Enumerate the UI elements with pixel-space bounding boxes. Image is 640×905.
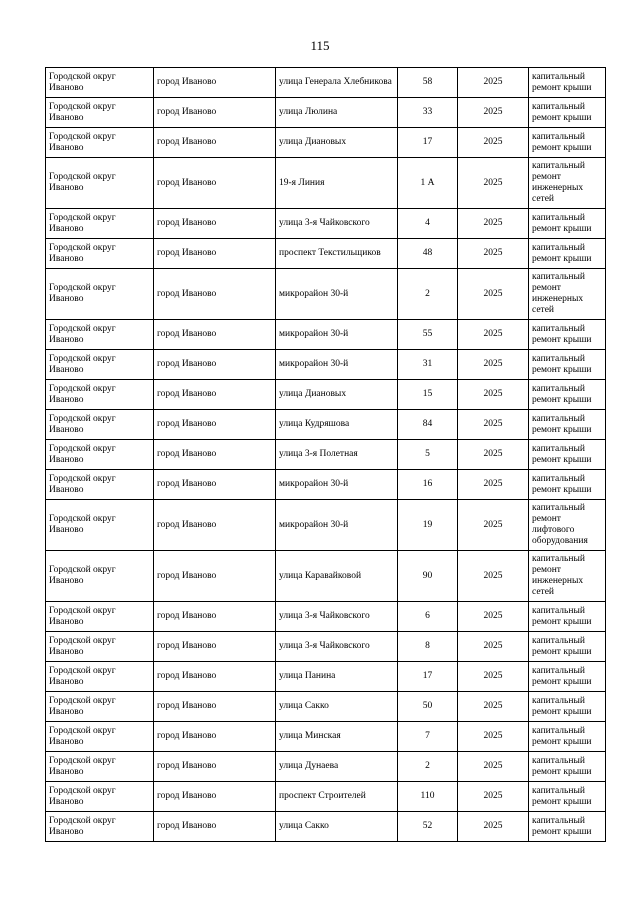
year-cell: 2025 (458, 662, 529, 692)
house-number-cell: 16 (398, 470, 458, 500)
street-cell: улица Каравайковой (276, 551, 398, 602)
city-cell: город Иваново (154, 722, 276, 752)
table-row (46, 662, 606, 692)
table-row (46, 128, 606, 158)
year-cell: 2025 (458, 239, 529, 269)
table-row (46, 812, 606, 842)
table-row (46, 350, 606, 380)
district-cell: Городской округ Иваново (46, 350, 154, 380)
street-cell: улица 3-я Полетная (276, 440, 398, 470)
street-cell: улица Диановых (276, 380, 398, 410)
city-cell: город Иваново (154, 500, 276, 551)
house-number-cell: 31 (398, 350, 458, 380)
street-cell: микрорайон 30-й (276, 320, 398, 350)
house-number-cell: 48 (398, 239, 458, 269)
district-cell: Городской округ Иваново (46, 500, 154, 551)
house-number-cell: 6 (398, 602, 458, 632)
street-cell: улица Панина (276, 662, 398, 692)
table-row (46, 158, 606, 209)
year-cell: 2025 (458, 440, 529, 470)
district-cell: Городской округ Иваново (46, 239, 154, 269)
city-cell: город Иваново (154, 98, 276, 128)
street-cell: улица Сакко (276, 812, 398, 842)
work-type-cell: капитальный ремонт крыши (529, 410, 606, 440)
table-row (46, 209, 606, 239)
district-cell: Городской округ Иваново (46, 269, 154, 320)
table-row (46, 98, 606, 128)
city-cell: город Иваново (154, 158, 276, 209)
work-type-cell: капитальный ремонт крыши (529, 380, 606, 410)
work-type-cell: капитальный ремонт инженерных сетей (529, 551, 606, 602)
house-number-cell: 58 (398, 68, 458, 98)
year-cell: 2025 (458, 470, 529, 500)
house-number-cell: 19 (398, 500, 458, 551)
district-cell: Городской округ Иваново (46, 440, 154, 470)
street-cell: улица Сакко (276, 692, 398, 722)
street-cell: проспект Текстильщиков (276, 239, 398, 269)
district-cell: Городской округ Иваново (46, 320, 154, 350)
city-cell: город Иваново (154, 602, 276, 632)
city-cell: город Иваново (154, 752, 276, 782)
house-number-cell: 55 (398, 320, 458, 350)
city-cell: город Иваново (154, 782, 276, 812)
city-cell: город Иваново (154, 470, 276, 500)
table-row (46, 692, 606, 722)
work-type-cell: капитальный ремонт инженерных сетей (529, 269, 606, 320)
work-type-cell: капитальный ремонт крыши (529, 470, 606, 500)
city-cell: город Иваново (154, 209, 276, 239)
work-type-cell: капитальный ремонт крыши (529, 722, 606, 752)
district-cell: Городской округ Иваново (46, 692, 154, 722)
street-cell: улица Генерала Хлебникова (276, 68, 398, 98)
district-cell: Городской округ Иваново (46, 782, 154, 812)
street-cell: микрорайон 30-й (276, 470, 398, 500)
registry-body (46, 68, 606, 842)
work-type-cell: капитальный ремонт крыши (529, 209, 606, 239)
year-cell: 2025 (458, 209, 529, 239)
city-cell: город Иваново (154, 692, 276, 722)
work-type-cell: капитальный ремонт крыши (529, 692, 606, 722)
street-cell: улица 3-я Чайковского (276, 602, 398, 632)
city-cell: город Иваново (154, 380, 276, 410)
work-type-cell: капитальный ремонт крыши (529, 68, 606, 98)
city-cell: город Иваново (154, 68, 276, 98)
district-cell: Городской округ Иваново (46, 128, 154, 158)
year-cell: 2025 (458, 158, 529, 209)
house-number-cell: 17 (398, 662, 458, 692)
district-cell: Городской округ Иваново (46, 551, 154, 602)
street-cell: улица Кудряшова (276, 410, 398, 440)
work-type-cell: капитальный ремонт инженерных сетей (529, 158, 606, 209)
year-cell: 2025 (458, 632, 529, 662)
work-type-cell: капитальный ремонт крыши (529, 662, 606, 692)
street-cell: улица Минская (276, 722, 398, 752)
year-cell: 2025 (458, 410, 529, 440)
city-cell: город Иваново (154, 812, 276, 842)
year-cell: 2025 (458, 782, 529, 812)
table-row (46, 632, 606, 662)
year-cell: 2025 (458, 350, 529, 380)
city-cell: город Иваново (154, 239, 276, 269)
street-cell: улица Диановых (276, 128, 398, 158)
district-cell: Городской округ Иваново (46, 410, 154, 440)
table-row (46, 320, 606, 350)
year-cell: 2025 (458, 692, 529, 722)
year-cell: 2025 (458, 269, 529, 320)
table-row (46, 722, 606, 752)
house-number-cell: 84 (398, 410, 458, 440)
district-cell: Городской округ Иваново (46, 662, 154, 692)
house-number-cell: 15 (398, 380, 458, 410)
work-type-cell: капитальный ремонт лифтового оборудования (529, 500, 606, 551)
district-cell: Городской округ Иваново (46, 812, 154, 842)
city-cell: город Иваново (154, 350, 276, 380)
district-cell: Городской округ Иваново (46, 158, 154, 209)
year-cell: 2025 (458, 500, 529, 551)
district-cell: Городской округ Иваново (46, 632, 154, 662)
street-cell: проспект Строителей (276, 782, 398, 812)
house-number-cell: 110 (398, 782, 458, 812)
work-type-cell: капитальный ремонт крыши (529, 812, 606, 842)
house-number-cell: 5 (398, 440, 458, 470)
city-cell: город Иваново (154, 269, 276, 320)
work-type-cell: капитальный ремонт крыши (529, 602, 606, 632)
street-cell: улица 3-я Чайковского (276, 632, 398, 662)
year-cell: 2025 (458, 722, 529, 752)
work-type-cell: капитальный ремонт крыши (529, 350, 606, 380)
table-row (46, 68, 606, 98)
street-cell: улица 3-я Чайковского (276, 209, 398, 239)
district-cell: Городской округ Иваново (46, 722, 154, 752)
table-row (46, 440, 606, 470)
district-cell: Городской округ Иваново (46, 602, 154, 632)
district-cell: Городской округ Иваново (46, 98, 154, 128)
table-row (46, 239, 606, 269)
city-cell: город Иваново (154, 320, 276, 350)
house-number-cell: 7 (398, 722, 458, 752)
city-cell: город Иваново (154, 410, 276, 440)
year-cell: 2025 (458, 380, 529, 410)
district-cell: Городской округ Иваново (46, 209, 154, 239)
district-cell: Городской округ Иваново (46, 68, 154, 98)
district-cell: Городской округ Иваново (46, 752, 154, 782)
street-cell: 19-я Линия (276, 158, 398, 209)
work-type-cell: капитальный ремонт крыши (529, 320, 606, 350)
house-number-cell: 4 (398, 209, 458, 239)
year-cell: 2025 (458, 68, 529, 98)
work-type-cell: капитальный ремонт крыши (529, 782, 606, 812)
street-cell: микрорайон 30-й (276, 269, 398, 320)
work-type-cell: капитальный ремонт крыши (529, 440, 606, 470)
house-number-cell: 33 (398, 98, 458, 128)
city-cell: город Иваново (154, 551, 276, 602)
table-row (46, 500, 606, 551)
year-cell: 2025 (458, 551, 529, 602)
table-row (46, 782, 606, 812)
street-cell: микрорайон 30-й (276, 500, 398, 551)
city-cell: город Иваново (154, 128, 276, 158)
house-number-cell: 17 (398, 128, 458, 158)
table-row (46, 470, 606, 500)
city-cell: город Иваново (154, 662, 276, 692)
street-cell: микрорайон 30-й (276, 350, 398, 380)
district-cell: Городской округ Иваново (46, 470, 154, 500)
year-cell: 2025 (458, 98, 529, 128)
city-cell: город Иваново (154, 632, 276, 662)
work-type-cell: капитальный ремонт крыши (529, 239, 606, 269)
year-cell: 2025 (458, 602, 529, 632)
work-type-cell: капитальный ремонт крыши (529, 98, 606, 128)
table-row (46, 752, 606, 782)
street-cell: улица Люлина (276, 98, 398, 128)
work-type-cell: капитальный ремонт крыши (529, 128, 606, 158)
year-cell: 2025 (458, 320, 529, 350)
table-row (46, 551, 606, 602)
house-number-cell: 52 (398, 812, 458, 842)
house-number-cell: 2 (398, 752, 458, 782)
year-cell: 2025 (458, 752, 529, 782)
year-cell: 2025 (458, 812, 529, 842)
street-cell: улица Дунаева (276, 752, 398, 782)
house-number-cell: 1 А (398, 158, 458, 209)
city-cell: город Иваново (154, 440, 276, 470)
work-type-cell: капитальный ремонт крыши (529, 752, 606, 782)
house-number-cell: 2 (398, 269, 458, 320)
house-number-cell: 8 (398, 632, 458, 662)
repair-registry-table (45, 67, 606, 842)
table-row (46, 410, 606, 440)
table-row (46, 380, 606, 410)
house-number-cell: 50 (398, 692, 458, 722)
district-cell: Городской округ Иваново (46, 380, 154, 410)
year-cell: 2025 (458, 128, 529, 158)
table-row (46, 602, 606, 632)
house-number-cell: 90 (398, 551, 458, 602)
work-type-cell: капитальный ремонт крыши (529, 632, 606, 662)
page-number: 115 (310, 38, 330, 53)
table-row (46, 269, 606, 320)
